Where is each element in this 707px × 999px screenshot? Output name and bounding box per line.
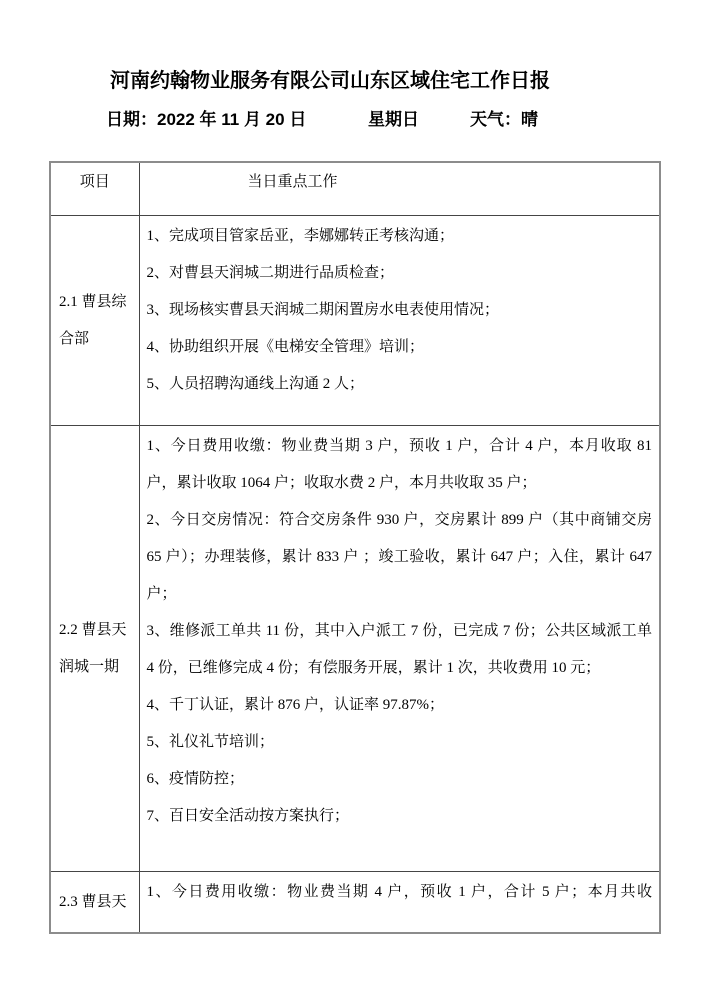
date-field: 日期：2022 年 11 月 20 日 [106,110,307,129]
column-header-work: 当日重点工作 [139,162,660,216]
work-item: 4、千丁认证，累计 876 户，认证率 97.87%； [146,697,444,713]
weekday-field: 星期日 [368,110,419,129]
work-item: 1、完成项目管家岳亚，李娜娜转正考核沟通； [146,228,455,244]
daily-report-table [49,161,661,934]
column-header-project: 项目 [50,162,139,216]
page-title: 河南约翰物业服务有限公司山东区域住宅工作日报 [110,70,550,92]
project-cell: 2.2 曹县天润城一期 [50,426,139,872]
work-item: 7、百日安全活动按方案执行； [146,808,350,824]
document-meta-line [0,106,707,134]
work-cell [139,216,660,426]
table-header-row [50,162,660,216]
work-cell [139,872,660,934]
work-item: 5、人员招聘沟通线上沟通 2 人； [146,376,365,392]
work-item: 1、今日费用收缴：物业费当期 4 户，预收 1 户，合计 5 户；本月共收 [146,884,652,900]
weather-field: 天气：晴 [470,110,538,129]
clipped-line [147,874,653,911]
work-item: 3、现场核实曹县天润城二期闲置房水电表使用情况； [146,302,500,318]
work-item: 2、今日交房情况：符合交房条件 930 户，交房累计 899 户（其中商铺交房 65 户）；办理装修，累计 833 户 ；竣工验收，累计 647 户；入住，累计 647 户； [146,512,652,602]
work-cell [139,426,660,872]
work-item: 3、维修派工单共 11 份，其中入户派工 7 份，已完成 7 份；公共区域派工单 4 份，已维修完成 4 份；有偿服务开展，累计 1 次，共收费用 10 元； [146,623,652,676]
work-item: 1、今日费用收缴：物业费当期 3 户，预收 1 户，合计 4 户，本月收取 81 户，累计收取 1064 户；收取水费 2 户，本月共收取 35 户； [146,438,652,491]
project-cell: 2.1 曹县综合部 [50,216,139,426]
table-row-caoxian-zonghebu [50,216,660,426]
work-item: 2、对曹县天润城二期进行品质检查； [146,265,395,281]
work-item: 5、礼仪礼节培训； [146,734,275,750]
table-row-tianrun-phase2-cut [50,872,660,934]
table-row-tianrun-phase1 [50,426,660,872]
project-cell: 2.3 曹县天 [50,872,139,934]
work-item: 6、疫情防控； [146,771,245,787]
work-item: 4、协助组织开展《电梯安全管理》培训； [146,339,425,355]
